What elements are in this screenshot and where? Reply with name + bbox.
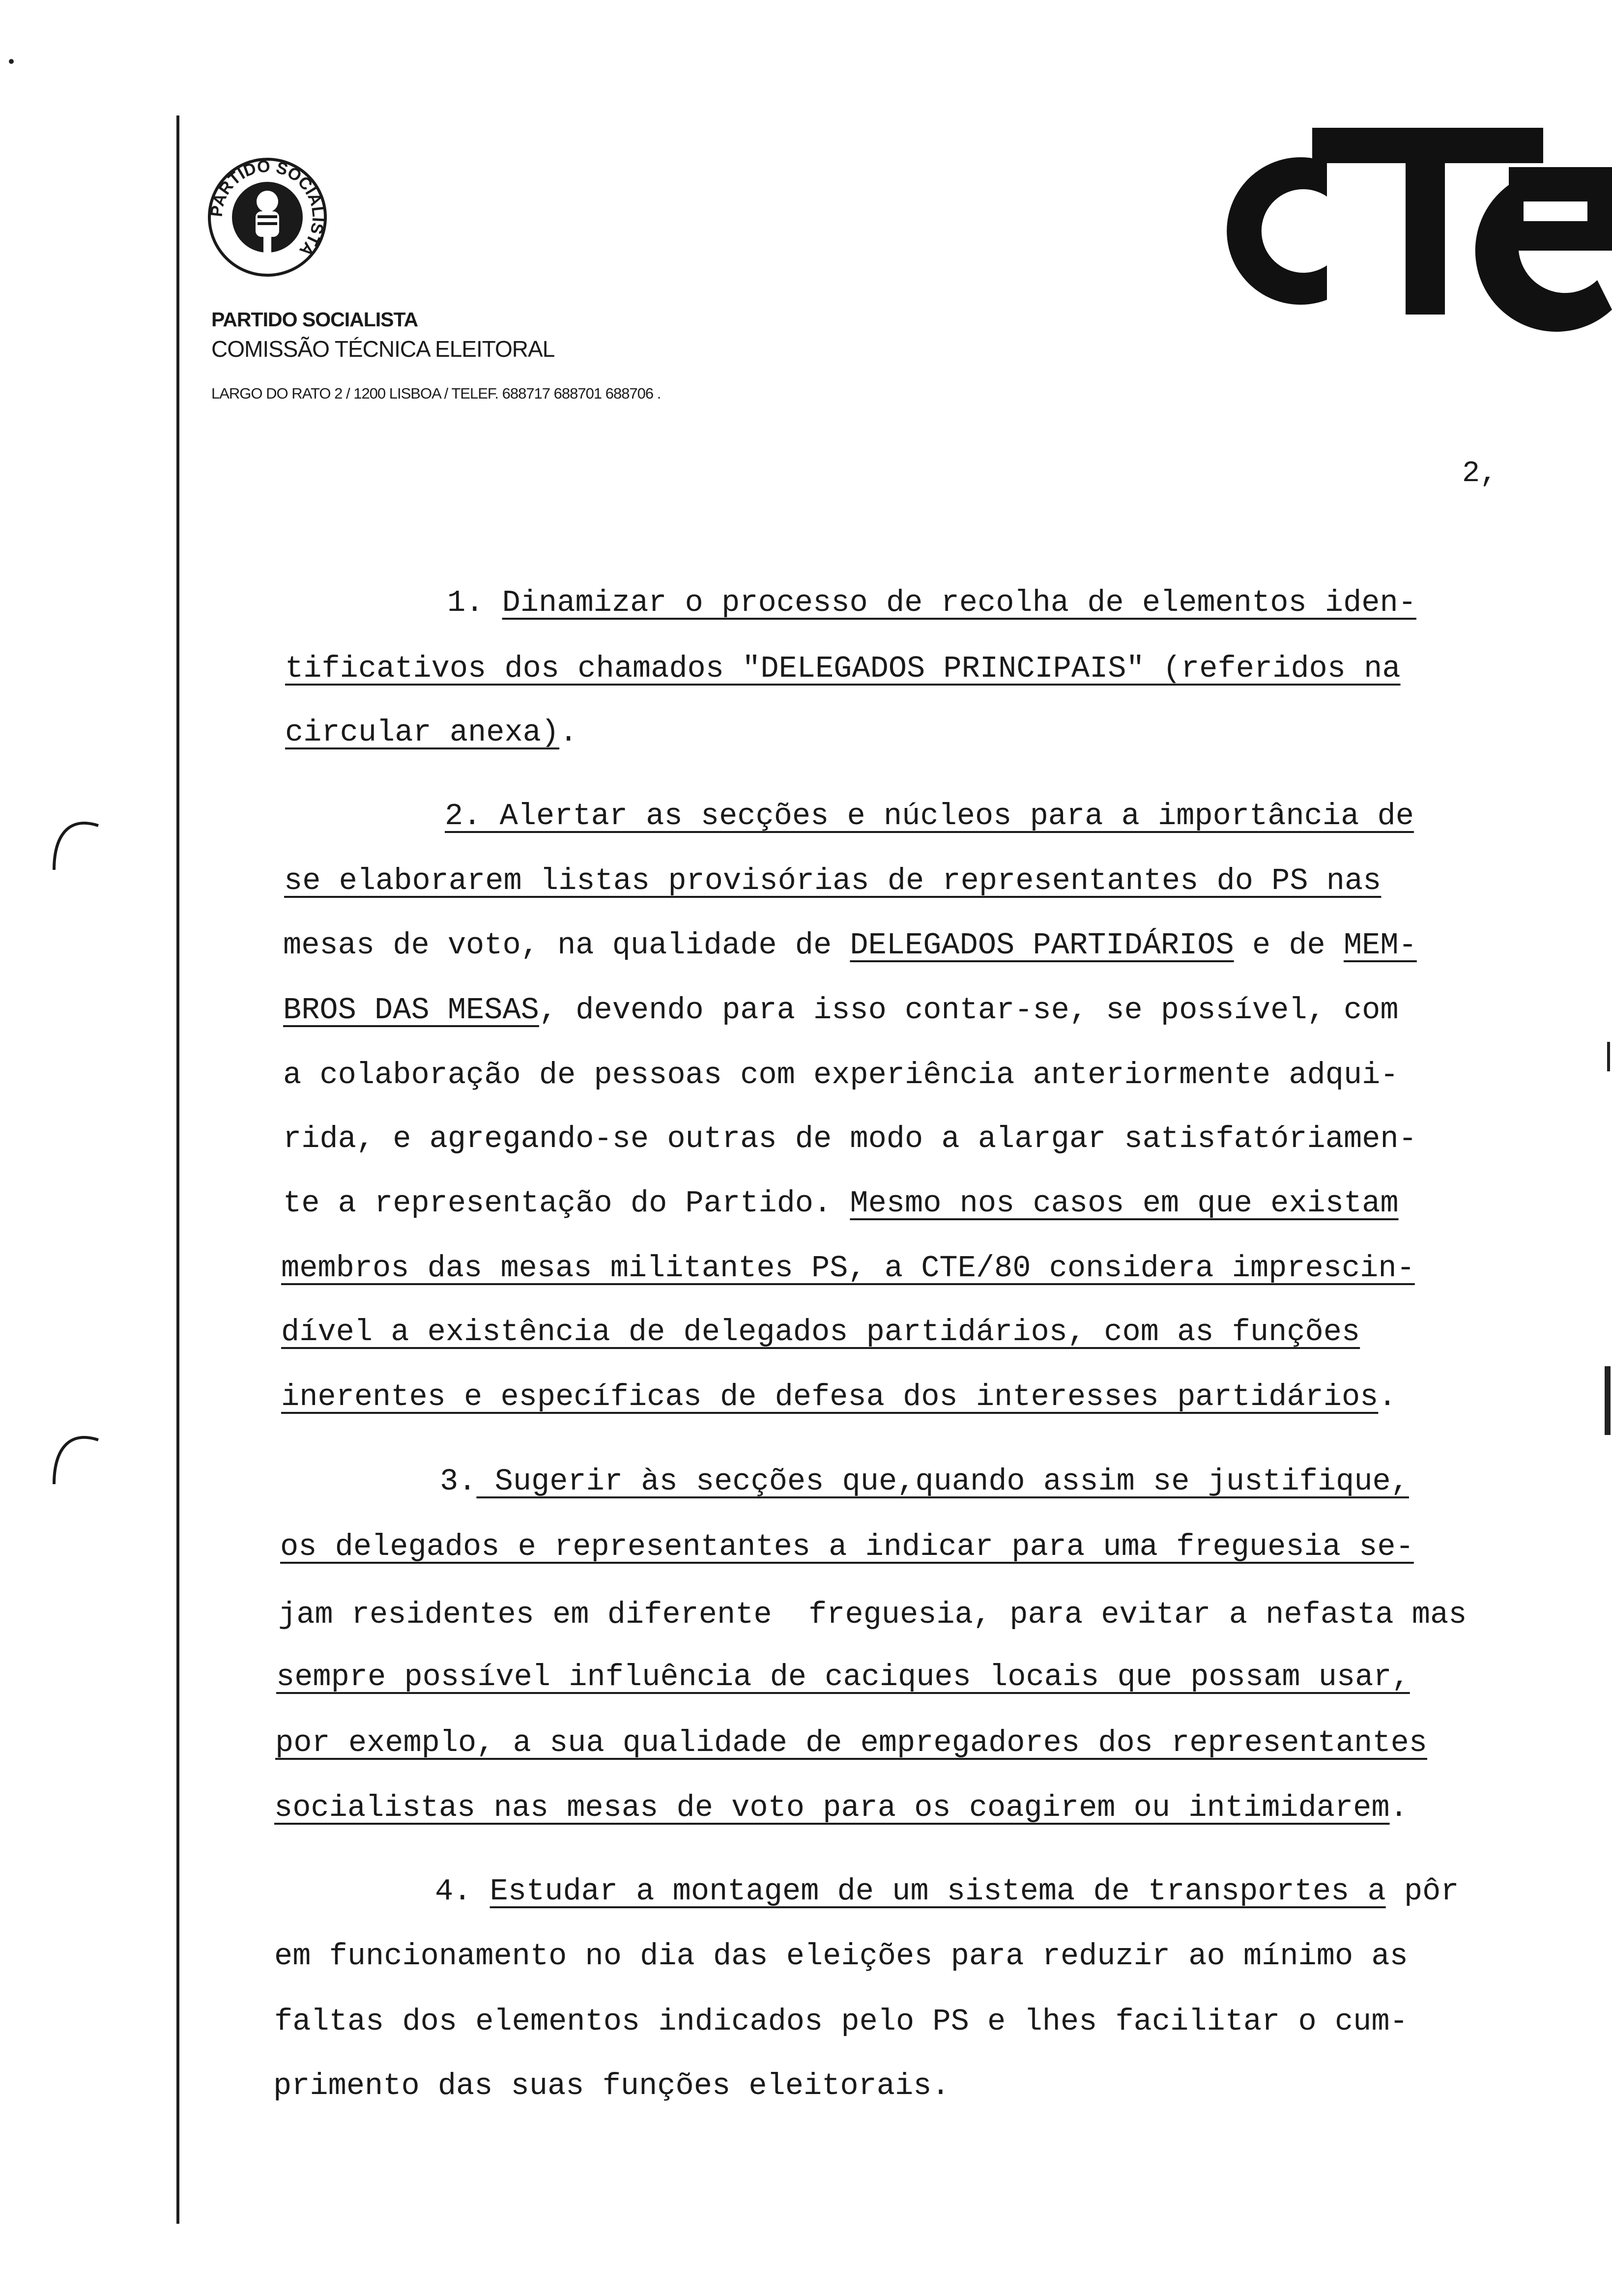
seal-ring-text: PARTIDO SOCIALISTA (207, 157, 328, 260)
p1-line-1 (447, 585, 1416, 620)
p3-line-5: por exemplo, a sua qualidade de empregadores dos representantes (275, 1725, 1427, 1760)
p3-line-4: sempre possível influência de caciques locais que possam usar, (276, 1660, 1410, 1694)
p4-line-3: faltas dos elementos indicados pelo PS e lhes facilitar o cum- (274, 2004, 1408, 2039)
address-line: LARGO DO RATO 2 / 1200 LISBOA / TELEF. 688717 688701 688706 . (211, 385, 661, 402)
p2-line-1: 2. Alertar as secções e núcleos para a importância de (445, 799, 1414, 833)
underlined-text: DELEGADOS PARTIDÁRIOS (850, 928, 1234, 963)
text: . (1389, 1790, 1408, 1825)
p2-line-7 (283, 1188, 1399, 1219)
p2-line-3 (283, 930, 1417, 961)
p2-line-9: dível a existência de delegados partidários, com as funções (281, 1315, 1360, 1349)
text: , devendo para isso contar-se, se possível, com (539, 993, 1399, 1028)
org-name: PARTIDO SOCIALISTA (211, 308, 418, 331)
margin-rule (176, 115, 179, 2224)
punch-hole-mark (49, 806, 103, 875)
department-name: COMISSÃO TÉCNICA ELEITORAL (211, 336, 555, 362)
p2-line-8: membros das mesas militantes PS, a CTE/80 considera imprescin- (281, 1251, 1415, 1286)
text: mesas de voto, na qualidade de (283, 928, 850, 963)
scan-edge-mark (1605, 1366, 1611, 1435)
underlined-text: Dinamizar o processo de recolha de elementos iden- (502, 585, 1416, 620)
p2-line-4 (283, 995, 1399, 1026)
text: pôr (1385, 1874, 1459, 1909)
scan-edge-mark (1607, 1042, 1610, 1071)
underlined-text: Mesmo nos casos em que existam (850, 1186, 1399, 1221)
item-number: 4. (435, 1874, 490, 1909)
page-number: 2, (1462, 457, 1498, 490)
p2-line-6: rida, e agregando-se outras de modo a alargar satisfatóriamen- (283, 1121, 1417, 1156)
underlined-text: socialistas nas mesas de voto para os coagirem ou intimidarem (274, 1790, 1390, 1825)
p3-line-6 (274, 1790, 1408, 1825)
item-number: 3. (440, 1464, 477, 1499)
p3-line-3: jam residentes em diferente freguesia, para evitar a nefasta mas (278, 1597, 1467, 1632)
text: e de (1234, 928, 1344, 963)
text: . (559, 715, 578, 750)
p4-line-4: primento das suas funções eleitorais. (273, 2068, 950, 2103)
punch-hole-mark (49, 1420, 103, 1489)
underlined-text: BROS DAS MESAS (283, 993, 539, 1028)
item-number: 1. (447, 585, 502, 620)
p2-line-2: se elaborarem listas provisórias de representantes do PS nas (284, 863, 1382, 898)
cte-logo (1214, 103, 1612, 349)
underlined-text: Estudar a montagem de um sistema de transportes a (489, 1874, 1386, 1909)
underlined-text: inerentes e específicas de defesa dos interesses partidários (281, 1379, 1379, 1414)
scan-speck (9, 59, 14, 64)
text: te a representação do Partido. (283, 1186, 850, 1221)
text: . (1378, 1379, 1397, 1414)
p1-line-2: tificativos dos chamados "DELEGADOS PRINCIPAIS" (referidos na (285, 651, 1401, 686)
underlined-text: Sugerir às secções que,quando assim se justifique, (476, 1464, 1409, 1499)
p3-line-1 (440, 1466, 1409, 1497)
party-seal-logo (206, 156, 328, 278)
p1-line-3 (285, 715, 578, 750)
p4-line-1 (435, 1876, 1459, 1907)
underlined-text: MEM- (1343, 928, 1417, 963)
p3-line-2: os delegados e representantes a indicar para uma freguesia se- (280, 1529, 1414, 1564)
p2-line-5: a colaboração de pessoas com experiência anteriormente adqui- (283, 1058, 1399, 1092)
p4-line-2: em funcionamento no dia das eleições para reduzir ao mínimo as (274, 1939, 1408, 1974)
p2-line-10 (281, 1379, 1397, 1414)
underlined-text: circular anexa) (285, 715, 560, 750)
